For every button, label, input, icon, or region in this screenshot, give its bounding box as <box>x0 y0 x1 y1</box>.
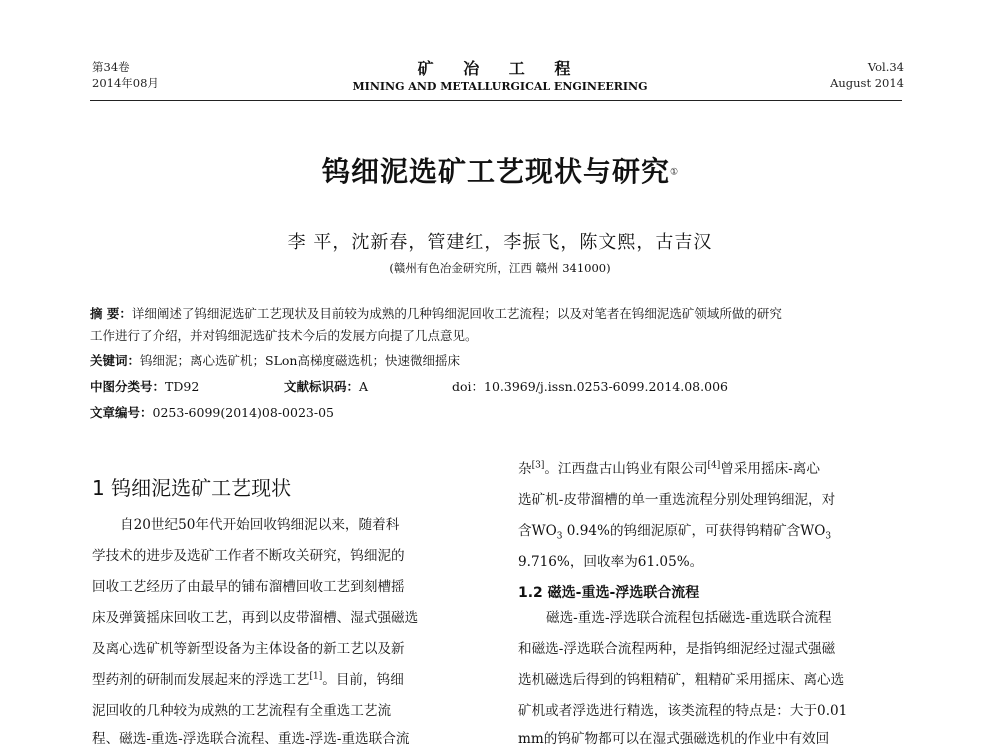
authors: 李 平，沈新春，管建红，李振飞，陈文熙，古吉汉 <box>287 232 713 253</box>
title-footnote-mark: ① <box>669 167 679 178</box>
clc-number: 中图分类号：TD92 <box>90 379 200 394</box>
abstract-line-2: 工作进行了介绍，并对钨细泥选矿技术今后的发展方向提了几点意见。 <box>90 328 478 343</box>
body-right-line: 含$WO_3$ 0.94%的钨细泥原矿，可获得钨精矿含$WO_3$ <box>518 523 832 542</box>
body-left-line: 型药剂的研制而发展起来的浮选工艺[1]。目前，钨细 <box>92 671 404 688</box>
citation-ref: [3] <box>531 460 545 471</box>
abstract-label: 摘 要： <box>90 306 132 321</box>
abstract-line-1: 摘 要：详细阐述了钨细泥选矿工艺现状及目前较为成熟的几种钨细泥回收工艺流程；以及对笔者在钨细泥选矿领域所做的研究 <box>90 306 782 321</box>
body-left-line: 回收工艺经历了由最早的铺布溜槽回收工艺到刻槽摇 <box>92 579 405 595</box>
body-right-line: 矿机或者浮选进行精选，该类流程的特点是：大于0.01 <box>518 703 848 719</box>
body-left-line: 及离心选矿机等新型设备为主体设备的新工艺以及新 <box>92 641 405 657</box>
body-right-line: mm的钨矿物都可以在湿式强磁选机的作业中有效回 <box>518 731 830 747</box>
journal-title-en: MINING AND METALLURGICAL ENGINEERING <box>352 80 648 93</box>
section-1-heading: 1 钨细泥选矿工艺现状 <box>92 476 292 500</box>
subsection-1-2-heading: 1.2 磁选-重选-浮选联合流程 <box>518 585 700 601</box>
body-right-line: 选矿机-皮带溜槽的单一重选流程分别处理钨细泥，对 <box>518 492 836 508</box>
doi: doi：10.3969/j.issn.0253-6099.2014.08.006 <box>452 379 728 394</box>
body-left-line: 泥回收的几种较为成熟的工艺流程有全重选工艺流 <box>92 703 392 719</box>
title-block <box>0 150 1000 190</box>
article-title: 钨细泥选矿工艺现状与研究 <box>321 155 670 188</box>
body-right-line: 选机磁选后得到的钨粗精矿，粗精矿采用摇床、离心选 <box>518 672 845 688</box>
citation-ref: [1] <box>309 671 323 682</box>
date-cn: 2014年08月 <box>92 76 159 90</box>
body-right-line: 杂[3]。江西盘古山钨业有限公司[4]曾采用摇床-离心 <box>518 460 820 477</box>
body-left-line: 学技术的进步及选矿工作者不断攻关研究，钨细泥的 <box>92 548 405 564</box>
article-number: 文章编号：0253-6099(2014)08-0023-05 <box>90 405 334 420</box>
body-left-line: 程、磁选-重选-浮选联合流程、重选-浮选-重选联合流 <box>92 731 410 747</box>
keywords: 关键词：钨细泥；离心选矿机；SLon高梯度磁选机；快速微细摇床 <box>90 353 460 368</box>
keywords-label: 关键词： <box>90 353 141 368</box>
citation-ref: [4] <box>707 460 721 471</box>
volume-cn: 第34卷 <box>92 60 130 74</box>
affiliation: (赣州有色冶金研究所，江西 赣州 341000) <box>389 261 611 275</box>
body-right-line: 9.716%，回收率为61.05%。 <box>518 554 704 570</box>
body-right-line: 和磁选-浮选联合流程两种，是指钨细泥经过湿式强磁 <box>518 641 836 657</box>
header-rule <box>90 100 902 101</box>
volume-en: Vol.34 <box>867 60 904 74</box>
body-left-line: 自20世纪50年代开始回收钨细泥以来，随着科 <box>120 517 400 533</box>
document-code: 文献标识码：A <box>284 379 369 394</box>
journal-title-cn: 矿 冶 工 程 <box>417 59 583 78</box>
date-en: August 2014 <box>830 76 904 90</box>
body-right-line: 磁选-重选-浮选联合流程包括磁选-重选联合流程 <box>546 610 832 626</box>
body-left-line: 床及弹簧摇床回收工艺，再到以皮带溜槽、湿式强磁选 <box>92 610 419 626</box>
